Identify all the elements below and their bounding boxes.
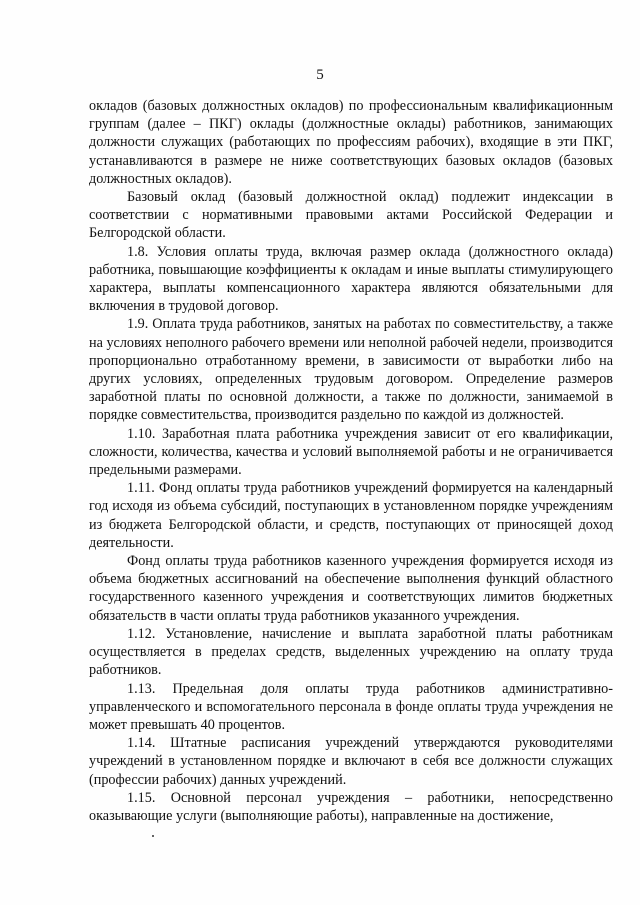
scan-speck [152, 835, 154, 837]
paragraph-base-salary-indexation: Базовый оклад (базовый должностной оклад) подлежит индексации в соответствии с нормативными правовыми актами Российской Федерации и Белгородской области. [89, 189, 613, 242]
paragraph-state-institution-fund: Фонд оплаты труда работников казенного учреждения формируется исходя из объема бюджетных ассигнований на обеспечение выполнения функций областного государственного казенного учреждения и соответствующих лимитов бюджетных обязательств в части оплаты труда работников указанного учреждения. [89, 553, 613, 624]
paragraph-1-15: 1.15. Основной персонал учреждения – работники, непосредственно оказывающие услуги (выполняющие работы), направленные на достижение, [89, 789, 613, 824]
paragraph-continuation: окладов (базовых должностных окладов) по профессиональным квалификационным группам (далее – ПКГ) оклады (должностные оклады) работников, занимающих должности служащих (работающих по профессиям рабочих), входящие в эти ПКГ, устанавливаются в размере не ниже соответствующих базовых окладов (базовых должностных окладов). [89, 98, 613, 187]
paragraph-1-11: 1.11. Фонд оплаты труда работников учреждений формируется на календарный год исходя из объема субсидий, поступающих в установленном порядке учреждениям из бюджета Белгородской области, и средств, поступающих от приносящей доход деятельности. [89, 480, 613, 551]
paragraph-1-12: 1.12. Установление, начисление и выплата заработной платы работникам осуществляется в пределах средств, выделенных учреждению на оплату труда работников. [89, 625, 613, 679]
document-body [89, 97, 613, 825]
paragraph-1-8: 1.8. Условия оплаты труда, включая размер оклада (должностного оклада) работника, повышающие коэффициенты к окладам и иные выплаты стимулирующего характера, выплаты компенсационного характера являются обязательными для включения в трудовой договор. [89, 243, 613, 315]
paragraph-1-13: 1.13. Предельная доля оплаты труда работников административно-управленческого и вспомогательного персонала в фонде оплаты труда учреждения не может превышать 40 процентов. [89, 680, 613, 733]
page-number: 5 [316, 67, 324, 83]
paragraph-1-14: 1.14. Штатные расписания учреждений утверждаются руководителями учреждений в установленном порядке и включают в себя все должности служащих (профессии рабочих) данных учреждений. [89, 735, 613, 788]
paragraph-1-10: 1.10. Заработная плата работника учреждения зависит от его квалификации, сложности, количества, качества и условий выполняемой работы и не ограничивается предельными размерами. [89, 425, 613, 479]
paragraph-1-9: 1.9. Оплата труда работников, занятых на работах по совместительству, а также на условиях неполного рабочего времени или неполной рабочей недели, производится пропорционально отработанному времени, в зависимости от выработки либо на других условиях, определенных трудовым договором. Определение размеров заработной платы по основной должности, а также по должности, занимаемой в порядке совместительства, производится раздельно по каждой из должностей. [89, 316, 613, 424]
